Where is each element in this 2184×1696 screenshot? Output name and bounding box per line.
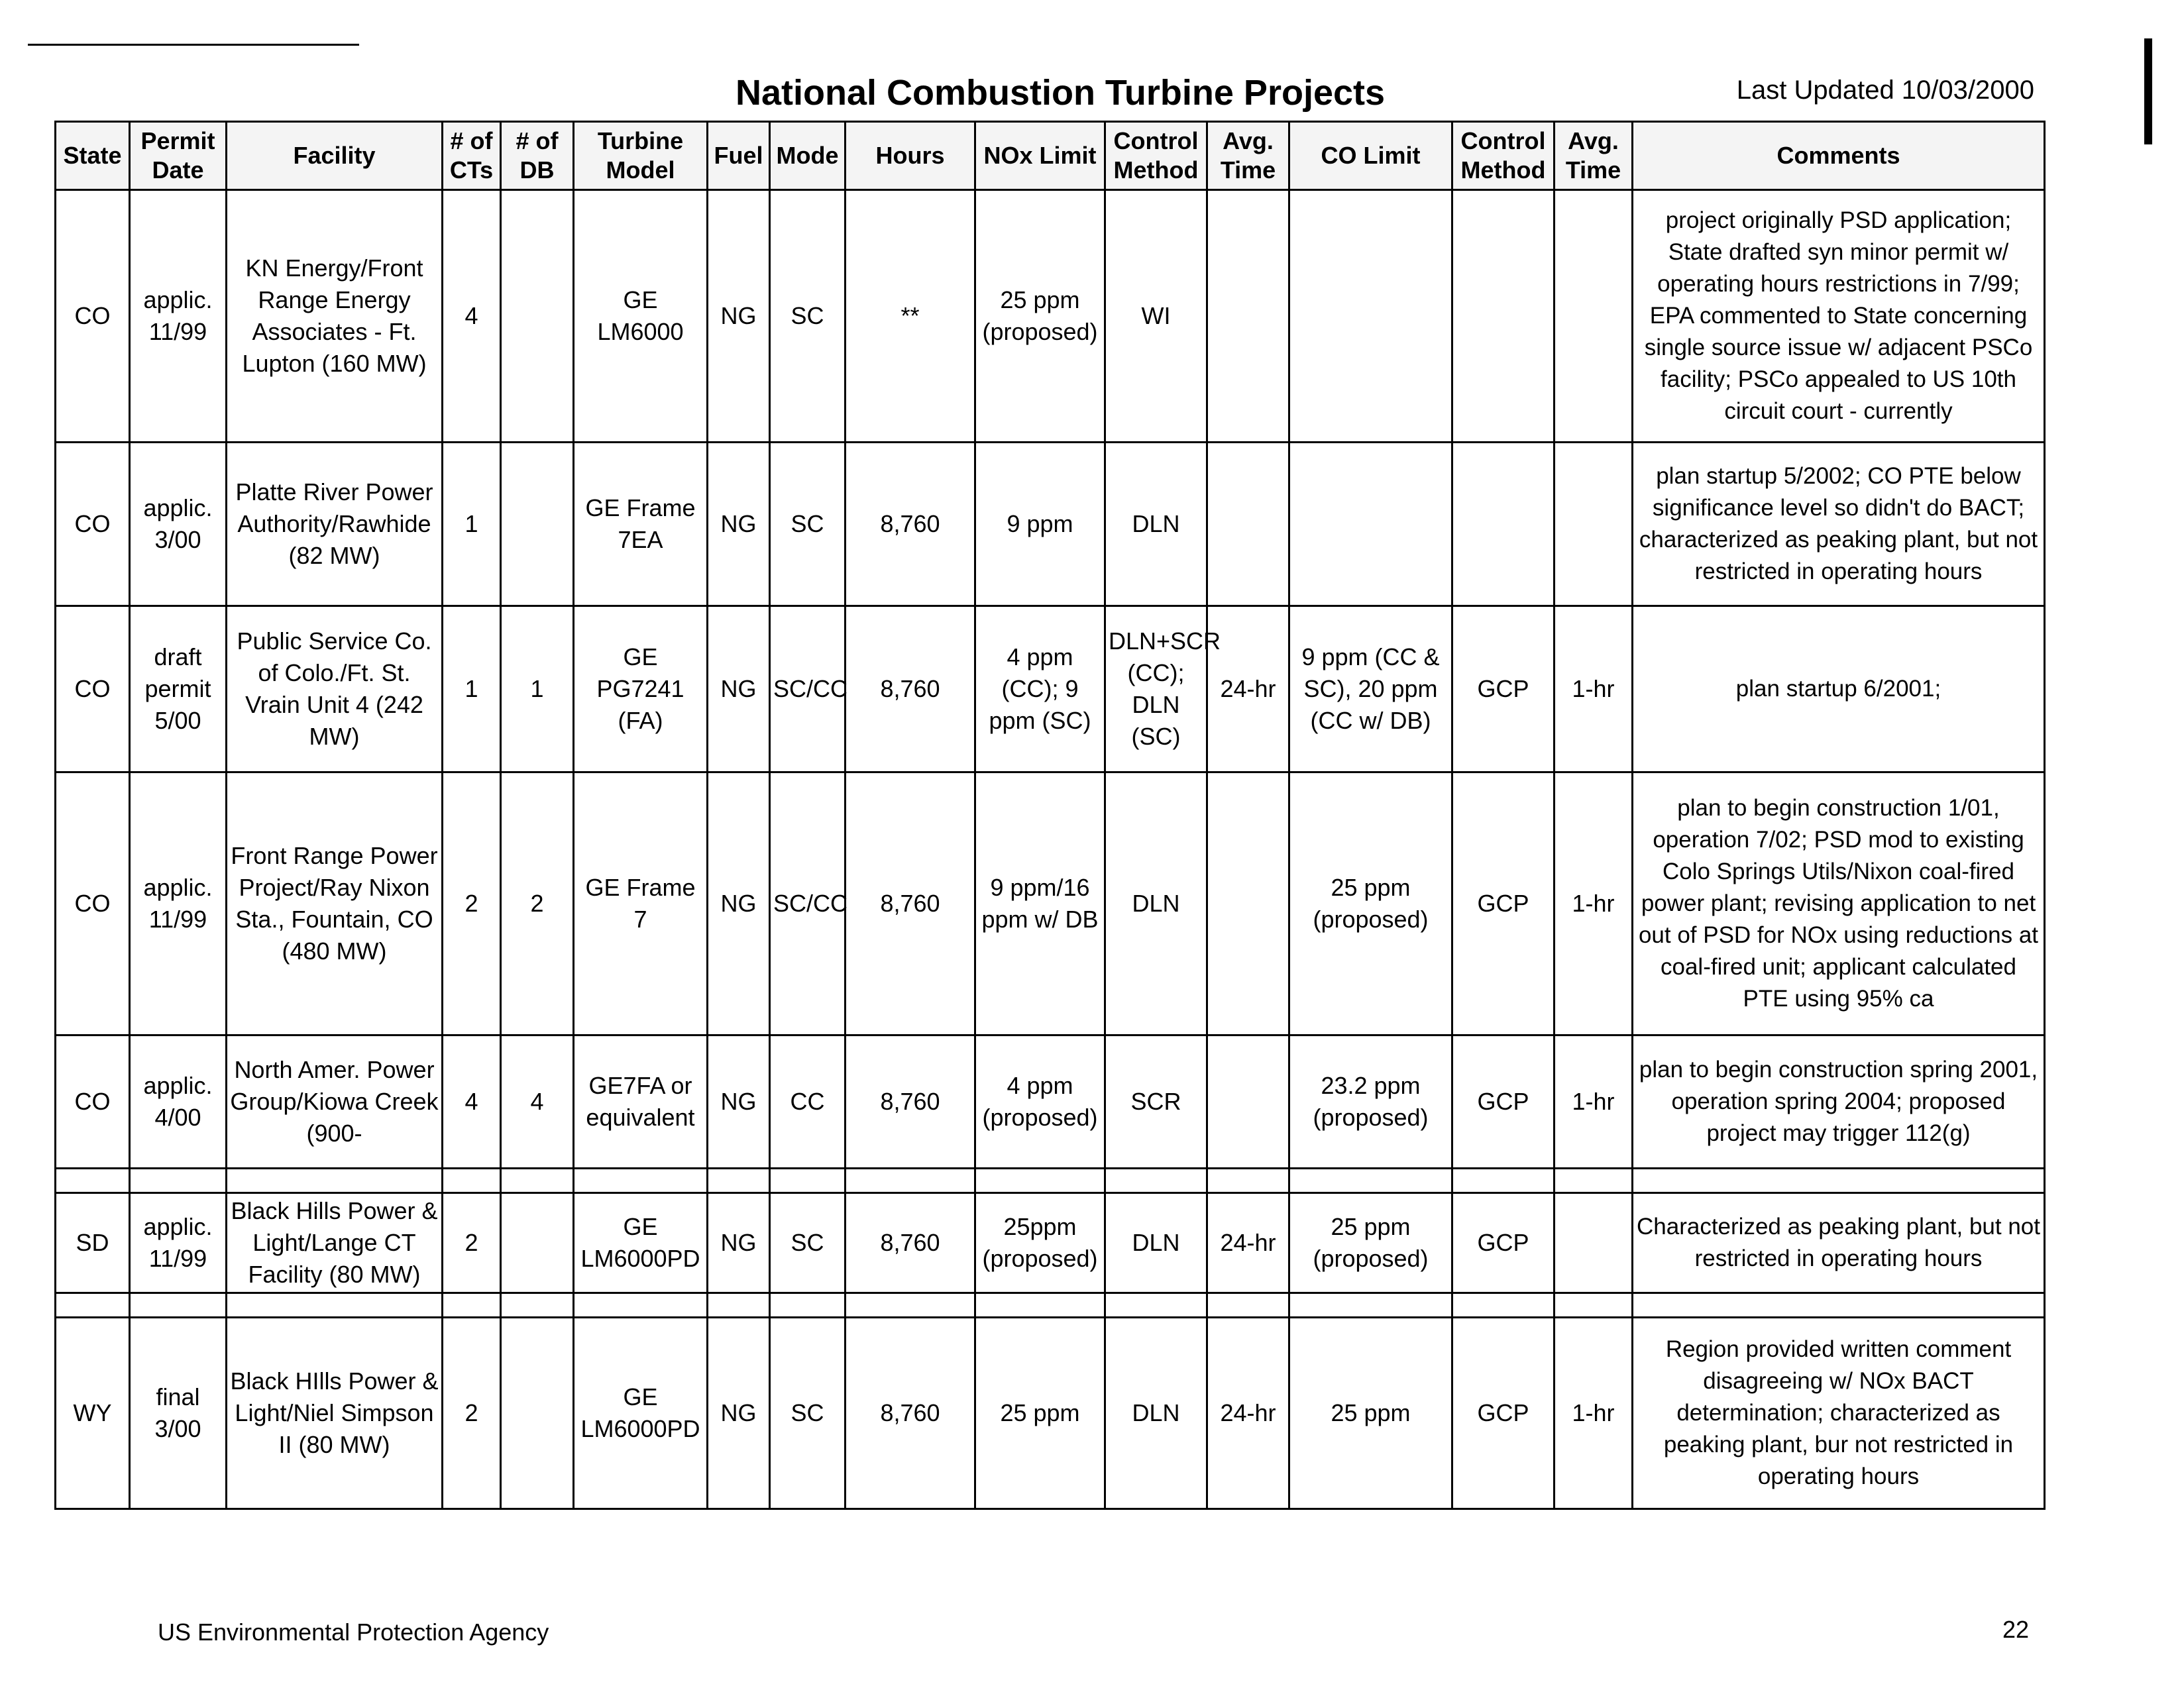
empty-cell <box>227 1169 443 1193</box>
col-header: Fuel <box>708 122 770 190</box>
nox-control-cell: DLN+SCR (CC); DLN (SC) <box>1105 606 1207 772</box>
cts-cell: 2 <box>443 772 501 1035</box>
empty-cell <box>1289 1169 1452 1193</box>
co-avg-time-cell: 1-hr <box>1555 606 1633 772</box>
co-control-cell <box>1452 443 1555 606</box>
facility-cell: Black Hills Power & Light/Lange CT Facility (80 MW) <box>227 1193 443 1293</box>
table-row <box>56 190 2045 443</box>
permit-date-cell: draft permit 5/00 <box>130 606 227 772</box>
db-cell: 2 <box>501 772 574 1035</box>
margin-bar <box>2144 38 2152 144</box>
turbine-model-cell: GE PG7241 (FA) <box>574 606 708 772</box>
col-header: Facility <box>227 122 443 190</box>
col-header: Control Method <box>1452 122 1555 190</box>
fuel-cell: NG <box>708 1193 770 1293</box>
empty-cell <box>708 1169 770 1193</box>
fuel-cell: NG <box>708 443 770 606</box>
col-header: Hours <box>846 122 975 190</box>
db-cell <box>501 190 574 443</box>
empty-cell <box>1105 1169 1207 1193</box>
nox-avg-time-cell: 24-hr <box>1207 606 1289 772</box>
col-header: State <box>56 122 130 190</box>
co-avg-time-cell <box>1555 190 1633 443</box>
comments-cell: plan startup 5/2002; CO PTE below significance level so didn't do BACT; characterized as peaking plant, but not restricted in operating hours <box>1633 443 2045 606</box>
db-cell: 1 <box>501 606 574 772</box>
cts-cell: 2 <box>443 1318 501 1509</box>
co-control-cell <box>1452 190 1555 443</box>
co-control-cell: GCP <box>1452 1318 1555 1509</box>
separator-row <box>56 1169 2045 1193</box>
nox-avg-time-cell <box>1207 772 1289 1035</box>
co-limit-cell <box>1289 190 1452 443</box>
top-rule <box>28 44 359 46</box>
col-header: Control Method <box>1105 122 1207 190</box>
state-cell: CO <box>56 443 130 606</box>
co-control-cell: GCP <box>1452 772 1555 1035</box>
co-limit-cell <box>1289 443 1452 606</box>
state-cell: WY <box>56 1318 130 1509</box>
col-header: # of CTs <box>443 122 501 190</box>
nox-avg-time-cell: 24-hr <box>1207 1318 1289 1509</box>
hours-cell: ** <box>846 190 975 443</box>
hours-cell: 8,760 <box>846 443 975 606</box>
hours-cell: 8,760 <box>846 772 975 1035</box>
co-control-cell: GCP <box>1452 606 1555 772</box>
empty-cell <box>56 1169 130 1193</box>
facility-cell: Public Service Co. of Colo./Ft. St. Vrain Unit 4 (242 MW) <box>227 606 443 772</box>
col-header: Mode <box>770 122 846 190</box>
co-limit-cell: 9 ppm (CC & SC), 20 ppm (CC w/ DB) <box>1289 606 1452 772</box>
empty-cell <box>1289 1293 1452 1318</box>
comments-cell: Characterized as peaking plant, but not restricted in operating hours <box>1633 1193 2045 1293</box>
co-avg-time-cell: 1-hr <box>1555 772 1633 1035</box>
col-header: Comments <box>1633 122 2045 190</box>
state-cell: CO <box>56 606 130 772</box>
co-limit-cell: 25 ppm (proposed) <box>1289 772 1452 1035</box>
empty-cell <box>1452 1169 1555 1193</box>
turbine-model-cell: GE7FA or equivalent <box>574 1035 708 1169</box>
state-cell: CO <box>56 772 130 1035</box>
permit-date-cell: applic. 3/00 <box>130 443 227 606</box>
mode-cell: SC/CC <box>770 606 846 772</box>
co-control-cell: GCP <box>1452 1035 1555 1169</box>
cts-cell: 2 <box>443 1193 501 1293</box>
empty-cell <box>56 1293 130 1318</box>
cts-cell: 4 <box>443 1035 501 1169</box>
db-cell <box>501 443 574 606</box>
db-cell <box>501 1318 574 1509</box>
nox-avg-time-cell <box>1207 1035 1289 1169</box>
comments-cell: Region provided written comment disagreeing w/ NOx BACT determination; characterized as peaking plant, bur not restricted in operating hours <box>1633 1318 2045 1509</box>
co-avg-time-cell: 1-hr <box>1555 1318 1633 1509</box>
nox-control-cell: DLN <box>1105 772 1207 1035</box>
empty-cell <box>227 1293 443 1318</box>
empty-cell <box>1555 1169 1633 1193</box>
nox-avg-time-cell <box>1207 190 1289 443</box>
turbine-model-cell: GE Frame 7EA <box>574 443 708 606</box>
nox-control-cell: DLN <box>1105 443 1207 606</box>
state-cell: CO <box>56 190 130 443</box>
empty-cell <box>1207 1293 1289 1318</box>
nox-limit-cell: 25ppm (proposed) <box>975 1193 1105 1293</box>
table-row <box>56 1035 2045 1169</box>
nox-control-cell: DLN <box>1105 1193 1207 1293</box>
table-row <box>56 606 2045 772</box>
col-header: Avg. Time <box>1207 122 1289 190</box>
permit-date-cell: applic. 11/99 <box>130 190 227 443</box>
co-avg-time-cell <box>1555 443 1633 606</box>
empty-cell <box>1452 1293 1555 1318</box>
comments-cell: plan to begin construction spring 2001, operation spring 2004; proposed project may trigger 112(g) <box>1633 1035 2045 1169</box>
comments-cell: plan to begin construction 1/01, operation 7/02; PSD mod to existing Colo Springs Utils/Nixon coal-fired power plant; revising application to net out of PSD for NOx using reductions at coal-fired unit; applicant calculated PTE using 95% ca <box>1633 772 2045 1035</box>
comments-cell: project originally PSD application; State drafted syn minor permit w/ operating hours restrictions in 7/99; EPA commented to State concerning single source issue w/ adjacent PSCo facility; PSCo appealed to US 10th circuit court - currently <box>1633 190 2045 443</box>
empty-cell <box>1555 1293 1633 1318</box>
cts-cell: 1 <box>443 443 501 606</box>
facility-cell: Front Range Power Project/Ray Nixon Sta., Fountain, CO (480 MW) <box>227 772 443 1035</box>
nox-limit-cell: 25 ppm <box>975 1318 1105 1509</box>
hours-cell: 8,760 <box>846 1035 975 1169</box>
empty-cell <box>846 1169 975 1193</box>
comments-cell: plan startup 6/2001; <box>1633 606 2045 772</box>
empty-cell <box>846 1293 975 1318</box>
turbine-model-cell: GE Frame 7 <box>574 772 708 1035</box>
empty-cell <box>1105 1293 1207 1318</box>
db-cell <box>501 1193 574 1293</box>
co-limit-cell: 25 ppm <box>1289 1318 1452 1509</box>
empty-cell <box>574 1169 708 1193</box>
empty-cell <box>130 1169 227 1193</box>
nox-control-cell: DLN <box>1105 1318 1207 1509</box>
empty-cell <box>443 1169 501 1193</box>
col-header: Avg. Time <box>1555 122 1633 190</box>
empty-cell <box>708 1293 770 1318</box>
permit-date-cell: applic. 11/99 <box>130 772 227 1035</box>
empty-cell <box>975 1169 1105 1193</box>
facility-cell: North Amer. Power Group/Kiowa Creek (900- <box>227 1035 443 1169</box>
mode-cell: SC/CC <box>770 772 846 1035</box>
co-avg-time-cell: 1-hr <box>1555 1035 1633 1169</box>
turbine-model-cell: GE LM6000PD <box>574 1193 708 1293</box>
nox-limit-cell: 4 ppm (proposed) <box>975 1035 1105 1169</box>
empty-cell <box>770 1169 846 1193</box>
cts-cell: 4 <box>443 190 501 443</box>
hours-cell: 8,760 <box>846 606 975 772</box>
mode-cell: SC <box>770 190 846 443</box>
nox-avg-time-cell <box>1207 443 1289 606</box>
table-row <box>56 772 2045 1035</box>
col-header: Turbine Model <box>574 122 708 190</box>
table-row <box>56 1318 2045 1509</box>
separator-row <box>56 1293 2045 1318</box>
empty-cell <box>501 1169 574 1193</box>
turbine-model-cell: GE LM6000 <box>574 190 708 443</box>
co-avg-time-cell <box>1555 1193 1633 1293</box>
facility-cell: Black HIlls Power & Light/Niel Simpson II (80 MW) <box>227 1318 443 1509</box>
empty-cell <box>574 1293 708 1318</box>
footer-agency: US Environmental Protection Agency <box>158 1618 549 1646</box>
table-row <box>56 1193 2045 1293</box>
empty-cell <box>1207 1169 1289 1193</box>
hours-cell: 8,760 <box>846 1318 975 1509</box>
page-number: 22 <box>2002 1616 2029 1643</box>
hours-cell: 8,760 <box>846 1193 975 1293</box>
fuel-cell: NG <box>708 1318 770 1509</box>
permit-date-cell: final 3/00 <box>130 1318 227 1509</box>
col-header: CO Limit <box>1289 122 1452 190</box>
empty-cell <box>1633 1293 2045 1318</box>
turbine-model-cell: GE LM6000PD <box>574 1318 708 1509</box>
col-header: NOx Limit <box>975 122 1105 190</box>
nox-control-cell: WI <box>1105 190 1207 443</box>
cts-cell: 1 <box>443 606 501 772</box>
fuel-cell: NG <box>708 190 770 443</box>
projects-table <box>54 121 2046 1510</box>
permit-date-cell: applic. 4/00 <box>130 1035 227 1169</box>
empty-cell <box>130 1293 227 1318</box>
empty-cell <box>975 1293 1105 1318</box>
fuel-cell: NG <box>708 1035 770 1169</box>
header-row <box>56 122 2045 190</box>
nox-avg-time-cell: 24-hr <box>1207 1193 1289 1293</box>
mode-cell: SC <box>770 1193 846 1293</box>
empty-cell <box>443 1293 501 1318</box>
mode-cell: SC <box>770 1318 846 1509</box>
empty-cell <box>1633 1169 2045 1193</box>
nox-limit-cell: 25 ppm (proposed) <box>975 190 1105 443</box>
co-control-cell: GCP <box>1452 1193 1555 1293</box>
nox-limit-cell: 9 ppm/16 ppm w/ DB <box>975 772 1105 1035</box>
state-cell: SD <box>56 1193 130 1293</box>
facility-cell: Platte River Power Authority/Rawhide (82 MW) <box>227 443 443 606</box>
mode-cell: CC <box>770 1035 846 1169</box>
empty-cell <box>770 1293 846 1318</box>
permit-date-cell: applic. 11/99 <box>130 1193 227 1293</box>
table-row <box>56 443 2045 606</box>
last-updated: Last Updated 10/03/2000 <box>1736 76 2034 105</box>
nox-limit-cell: 9 ppm <box>975 443 1105 606</box>
co-limit-cell: 25 ppm (proposed) <box>1289 1193 1452 1293</box>
state-cell: CO <box>56 1035 130 1169</box>
empty-cell <box>501 1293 574 1318</box>
col-header: # of DB <box>501 122 574 190</box>
db-cell: 4 <box>501 1035 574 1169</box>
col-header: Permit Date <box>130 122 227 190</box>
fuel-cell: NG <box>708 606 770 772</box>
nox-control-cell: SCR <box>1105 1035 1207 1169</box>
nox-limit-cell: 4 ppm (CC); 9 ppm (SC) <box>975 606 1105 772</box>
mode-cell: SC <box>770 443 846 606</box>
co-limit-cell: 23.2 ppm (proposed) <box>1289 1035 1452 1169</box>
facility-cell: KN Energy/Front Range Energy Associates - Ft. Lupton (160 MW) <box>227 190 443 443</box>
page-title: National Combustion Turbine Projects <box>735 73 1386 113</box>
fuel-cell: NG <box>708 772 770 1035</box>
